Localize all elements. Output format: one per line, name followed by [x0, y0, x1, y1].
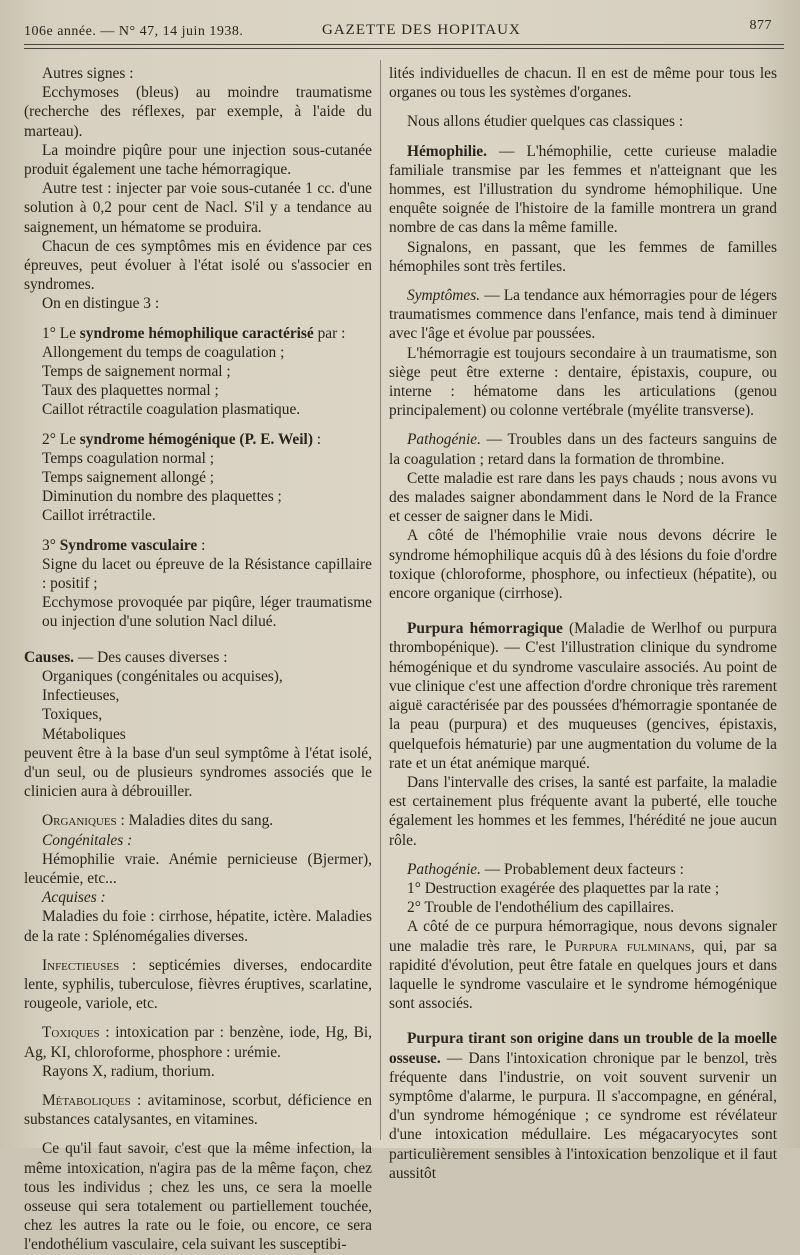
paragraph: Maladies du foie : cirrhose, hépatite, ictère. Maladies de la rate : Splénomégalies diverses.	[24, 908, 372, 945]
list-item: Temps saignement allongé ;	[42, 469, 215, 487]
list-item: Toxiques,	[42, 706, 103, 724]
list-item: Organiques (congénitales ou acquises),	[42, 667, 283, 685]
list-item: Caillot rétractile coagulation plasmatique.	[42, 401, 301, 419]
symptomes-paragraph: Symptômes. — La tendance aux hémorragies pour de légers traumatismes commence dans l'enfance, mais tend à diminuer avec l'âge et évolue par poussées.	[389, 287, 777, 343]
paragraph: Rayons X, radium, thorium.	[42, 1062, 215, 1080]
metaboliques-paragraph: Métaboliques : avitaminose, scorbut, déficience en substances catalysantes, en vitamines.	[24, 1091, 372, 1129]
paragraph: A côté de l'hémophilie vraie nous devons décrire le syndrome hémophilique acquis dû à des lésions du foie d'ordre toxique (chloroforme, phosphore, ou infectieux (hépatite), ou encore organique (cirrhose).	[389, 527, 777, 603]
list-item: Métaboliques	[42, 725, 126, 743]
header-rule-top	[24, 44, 784, 45]
paragraph: Ecchymoses (bleus) au moindre traumatisme (recherche des réflexes, par exemple, à l'aide du marteau).	[24, 84, 372, 140]
subheading: Acquises :	[42, 889, 106, 907]
list-item: Caillot irrétractile.	[42, 507, 156, 525]
pathogenie-paragraph: Pathogénie. — Troubles dans un des facteurs sanguins de la coagulation ; retard dans la formation de thrombine.	[389, 431, 777, 468]
right-column	[389, 64, 777, 1183]
paragraph: Signalons, en passant, que les femmes de familles hémophiles sont très fertiles.	[389, 238, 777, 275]
running-header	[24, 18, 772, 44]
paragraph: Nous allons étudier quelques cas classiques :	[407, 113, 684, 131]
list-item: 1° Destruction exagérée des plaquettes par la rate ;	[407, 879, 720, 897]
column-divider	[380, 60, 381, 1140]
list-item: Ecchymose provoquée par piqûre, léger traumatisme ou injection d'une solution Nacl dilué.	[42, 594, 372, 631]
paragraph: lités individuelles de chacun. Il en est de même pour tous les organes ou tous les systèmes d'organes.	[389, 65, 777, 102]
paragraph: peuvent être à la base d'un seul symptôme à l'état isolé, d'un seul, ou de plusieurs syndromes associés que le clinicien aura à débrouiller.	[24, 744, 372, 801]
pathogenie-2-paragraph: Pathogénie. — Probablement deux facteurs :	[407, 860, 684, 878]
purpura-paragraph: Purpura hémorragique (Maladie de Werlhof ou purpura thrombopénique). — C'est l'illustration clinique du syndrome hémogénique et du syndrome vasculaire associés. Au point de vue clinique c'est une affection d'ordre chronique très rarement aiguë caractérisée par des poussées d'hémorragie spontanée de la peau (purpura) et des muqueuses (gencives, épistaxis, quelquefois hématurie) par une augmentation du volume de la rate et un état anémique marqué.	[389, 620, 777, 772]
purpura-moelle-paragraph: Purpura tirant son origine dans un trouble de la moelle osseuse. — Dans l'intoxication chronique par le benzol, très fréquente dans l'industrie, on voit souvent survenir un symptôme d'alarme, le purpura. Il s'accompagne, en général, d'un syndrome hémogénique ; ce syndrome est révélateur d'une intoxication médullaire. Les mégacaryocytes sont particulièrement sensibles à l'intoxication benzolique et il faut aussitôt	[389, 1030, 777, 1182]
list-item: Allongement du temps de coagulation ;	[42, 343, 285, 361]
paragraph: Chacun de ces symptômes mis en évidence par ces épreuves, peut évoluer à l'état isolé ou s'associer en syndromes.	[24, 237, 372, 294]
list-item: Temps de saignement normal ;	[42, 363, 231, 381]
paragraph: Autres signes :	[42, 65, 134, 82]
left-column	[24, 64, 372, 1255]
list-item: Infectieuses,	[42, 687, 120, 705]
list-item: Temps coagulation normal ;	[42, 449, 215, 467]
toxiques-paragraph: Toxiques : intoxication par : benzène, iode, Hg, Bi, Ag, KI, chloroforme, phosphore : urémie.	[24, 1024, 372, 1061]
purpura-fulminans-paragraph: A côté de ce purpura hémorragique, nous devons signaler une maladie très rare, le Purpura fulminans, qui, par sa rapidité d'évolution, peut être fatale en quelques jours et dans laquelle le syndrome vasculaire et le syndrome hémogénique sont associés.	[389, 918, 777, 1013]
issue-info: 106e année. — N° 47, 14 juin 1938.	[24, 24, 244, 39]
organiques-paragraph: Organiques : Maladies dites du sang.	[42, 812, 274, 830]
paragraph: Cette maladie est rare dans les pays chauds ; nous avons vu des malades saigner abondamment dans le Nord de la France et cesser de saigner dans le Midi.	[389, 469, 777, 526]
paragraph: Dans l'intervalle des crises, la santé est parfaite, la maladie est certainement plus fréquente avant la puberté, elle touche également les hommes et les femmes, l'hérédité ne joue aucun rôle.	[389, 773, 777, 849]
list-item: 2° Trouble de l'endothélium des capillaires.	[407, 899, 675, 917]
header-rule-bottom	[24, 48, 784, 49]
infectieuses-paragraph: Infectieuses : septicémies diverses, endocardite lente, syphilis, tuberculose, fièvres éruptives, scarlatine, rougeole, variole, etc.	[24, 956, 372, 1013]
paragraph: L'hémorragie est toujours secondaire à un traumatisme, son siège peut être externe : dentaire, épistaxis, coupure, ou interne : hématome dans les articulations (genou principalement) ou colonne vertébrale (myélite transverse).	[389, 344, 777, 420]
page-number: 877	[749, 18, 772, 33]
hemophilie-paragraph: Hémophilie. — L'hémophilie, cette curieuse maladie familiale transmise par les femmes et n'atteignant que les hommes, est l'illustration du syndrome hémophilique. Une enquête soignée de l'histoire de la famille montrera un grand nombre de cas dans la même famille.	[389, 142, 777, 237]
syndrome-2-heading: 2° Le syndrome hémogénique (P. E. Weil) :	[42, 430, 322, 448]
subheading: Congénitales :	[42, 831, 133, 849]
syndrome-1-heading: 1° Le syndrome hémophilique caractérisé par :	[42, 324, 346, 342]
syndrome-3-heading: 3° Syndrome vasculaire :	[42, 536, 206, 554]
journal-title: GAZETTE DES HOPITAUX	[322, 22, 521, 38]
causes-heading: Causes. — Des causes diverses :	[24, 648, 228, 666]
paragraph: La moindre piqûre pour une injection sous-cutanée produit également une tache hémorragique.	[24, 141, 372, 179]
paragraph: Ce qu'il faut savoir, c'est que la même infection, la même intoxication, n'agira pas de la même façon, chez tous les individus ; chez les uns, ce sera la moelle osseuse qui sera totalement ou partiellement touchée, chez les autres la rate ou le foie, ou encore, ce sera l'endothélium vasculaire, cela suivant les susceptibi-	[24, 1140, 372, 1254]
paragraph: On en distingue 3 :	[42, 295, 160, 313]
list-item: Signe du lacet ou épreuve de la Résistance capillaire : positif ;	[42, 555, 372, 593]
list-item: Diminution du nombre des plaquettes ;	[42, 488, 282, 506]
paragraph: Hémophilie vraie. Anémie pernicieuse (Bjermer), leucémie, etc...	[24, 850, 372, 887]
paragraph: Autre test : injecter par voie sous-cutanée 1 cc. d'une solution à 0,2 pour cent de Nacl. S'il y a tendance au saignement, un hématome se produira.	[24, 180, 372, 236]
list-item: Taux des plaquettes normal ;	[42, 382, 219, 400]
